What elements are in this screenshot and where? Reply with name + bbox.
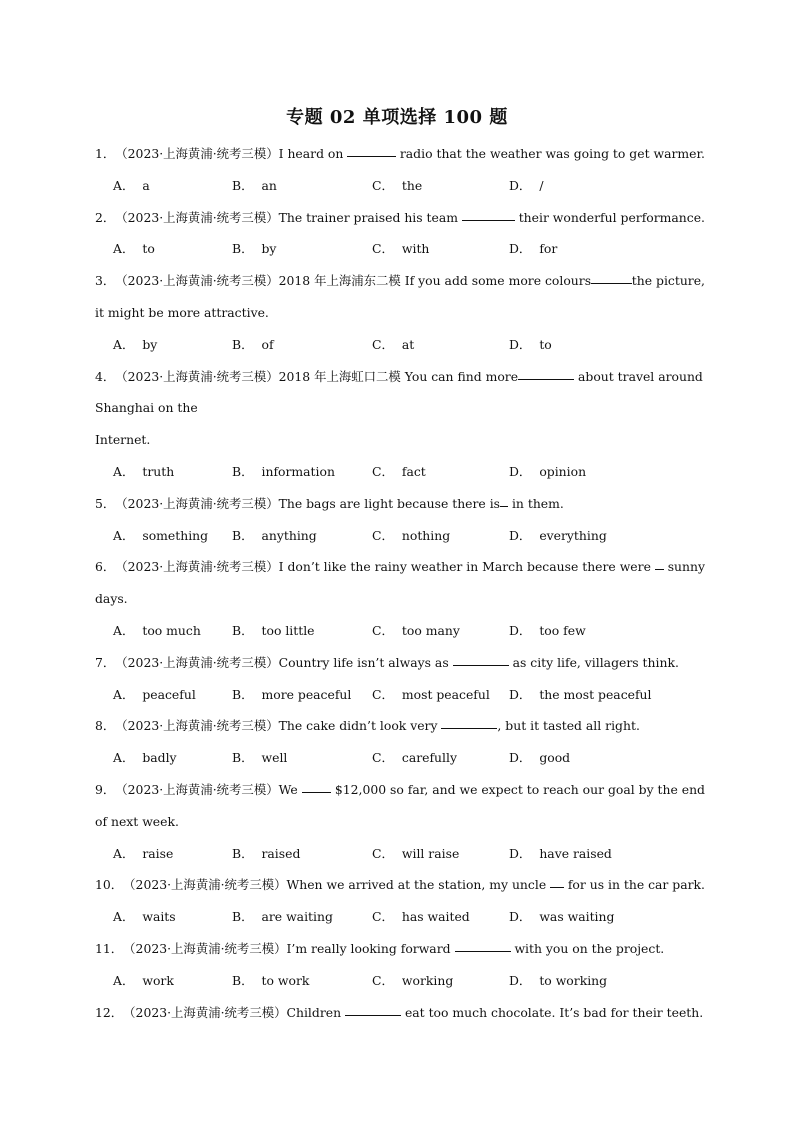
option-letter: D． (509, 845, 532, 861)
option-letter: B． (232, 177, 254, 193)
answer-option[interactable] (232, 621, 315, 641)
options-row (95, 844, 705, 876)
question-number: 9 (95, 781, 103, 797)
option-text: too many (401, 622, 460, 638)
option-letter: D． (509, 909, 532, 925)
question-number: 4 (95, 368, 103, 384)
options-row (95, 748, 705, 780)
option-letter: A． (113, 750, 135, 766)
options-row (95, 907, 705, 939)
question-stem (95, 875, 705, 907)
answer-option[interactable] (372, 462, 426, 482)
option-text: something (142, 527, 209, 543)
answer-blank (455, 939, 511, 952)
answer-option[interactable] (372, 335, 414, 355)
answer-option[interactable] (232, 239, 276, 259)
question-number: 6 (95, 559, 103, 575)
answer-option[interactable] (509, 176, 544, 196)
option-letter: C． (372, 686, 394, 702)
question-text-after-blank: in them. (508, 495, 564, 511)
option-text: nothing (401, 527, 451, 543)
option-letter: A． (113, 845, 135, 861)
answer-option[interactable] (113, 462, 174, 482)
option-letter: A． (113, 909, 135, 925)
option-letter: D． (509, 750, 532, 766)
question-text-after-blank: their wonderful performance. (514, 209, 705, 225)
option-letter: B． (232, 845, 254, 861)
option-text: has waited (401, 909, 470, 925)
question-text-after-blank: for us in the car park. (563, 877, 705, 893)
option-text: by (261, 241, 277, 257)
option-letter: D． (509, 622, 532, 638)
options-row (95, 335, 705, 367)
option-letter: D． (509, 336, 532, 352)
option-text: more peaceful (261, 686, 352, 702)
option-text: opinion (539, 463, 587, 479)
question-list (95, 144, 705, 1034)
question-stem (95, 494, 705, 526)
option-text: / (539, 177, 544, 193)
option-text: information (261, 463, 335, 479)
option-letter: D． (509, 686, 532, 702)
question-source: （2023·上海黄浦·统考三模） (115, 781, 279, 797)
answer-blank (500, 494, 508, 507)
option-letter: D． (509, 463, 532, 479)
answer-option[interactable] (509, 239, 557, 259)
answer-blank (441, 716, 497, 729)
option-text: to work (261, 972, 310, 988)
question-number: 10 (95, 877, 111, 893)
option-letter: B． (232, 622, 254, 638)
options-row (95, 971, 705, 1003)
option-letter: D． (509, 972, 532, 988)
answer-option[interactable] (372, 971, 453, 991)
option-text: to (142, 241, 155, 257)
question-stem (95, 653, 705, 685)
answer-option[interactable] (372, 844, 459, 864)
answer-option[interactable] (509, 907, 614, 927)
question-text-after-blank: $12,000 so far, and we expect to reach our goal by the end (330, 781, 705, 797)
answer-blank (453, 653, 509, 666)
option-letter: A． (113, 622, 135, 638)
option-text: too few (539, 622, 586, 638)
question-continuation: it might be more attractive. (95, 304, 269, 320)
option-text: good (539, 750, 571, 766)
option-letter: B． (232, 527, 254, 543)
answer-option[interactable] (372, 526, 450, 546)
option-text: carefully (401, 750, 457, 766)
number-separator: ． (102, 209, 116, 225)
option-text: of (261, 336, 274, 352)
option-text: badly (142, 750, 177, 766)
option-letter: A． (113, 972, 135, 988)
number-separator: ． (110, 940, 124, 956)
question-source: （2023·上海黄浦·统考三模） (123, 1004, 287, 1020)
question-stem (95, 144, 705, 176)
answer-option[interactable] (113, 844, 173, 864)
answer-blank (302, 780, 331, 793)
question-text-before-blank: When we arrived at the station, my uncle (286, 877, 551, 893)
question-stem (95, 780, 705, 812)
question-text-after-blank: , but it tasted all right. (497, 718, 640, 734)
answer-option[interactable] (509, 748, 570, 768)
question-stem (95, 557, 705, 589)
option-text: truth (142, 463, 175, 479)
option-text: have raised (539, 845, 612, 861)
question-text-after-blank: sunny (663, 559, 705, 575)
option-text: too little (261, 622, 315, 638)
question-stem (95, 367, 705, 399)
option-text: fact (401, 463, 426, 479)
question-text-before-blank: The trainer praised his team (278, 209, 462, 225)
answer-blank (655, 557, 664, 570)
answer-option[interactable] (232, 685, 351, 705)
option-text: everything (539, 527, 607, 543)
answer-option[interactable] (372, 621, 460, 641)
answer-option[interactable] (509, 685, 652, 705)
answer-option[interactable] (372, 685, 490, 705)
question-source: （2023·上海黄浦·统考三模） (115, 209, 279, 225)
answer-blank (591, 271, 632, 284)
option-text: by (142, 336, 158, 352)
answer-option[interactable] (509, 526, 607, 546)
option-letter: B． (232, 686, 254, 702)
option-text: to working (539, 972, 608, 988)
options-row (95, 685, 705, 717)
option-letter: A． (113, 177, 135, 193)
question-text-before-blank: We (278, 781, 302, 797)
question-stem (95, 1003, 705, 1035)
question-text-before-blank: Country life isn’t always as (278, 654, 453, 670)
option-letter: C． (372, 972, 394, 988)
number-separator: ． (102, 559, 116, 575)
answer-blank (550, 875, 564, 888)
option-letter: D． (509, 527, 532, 543)
option-letter: B． (232, 463, 254, 479)
question-number: 5 (95, 495, 103, 511)
option-letter: A． (113, 686, 135, 702)
answer-option[interactable] (113, 335, 157, 355)
answer-option[interactable] (113, 748, 177, 768)
question-number: 1 (95, 146, 103, 161)
question-source: （2023·上海黄浦·统考三模） (115, 559, 279, 575)
question-source: （2023·上海黄浦·统考三模） (123, 940, 287, 956)
answer-option[interactable] (372, 907, 470, 927)
number-separator: ． (110, 877, 124, 893)
option-letter: C． (372, 463, 394, 479)
question-stem (95, 208, 705, 240)
question-stem (95, 716, 705, 748)
question-text-before-blank: The bags are light because there is (278, 495, 501, 511)
question-source: （2023·上海黄浦·统考三模） (123, 877, 287, 893)
option-letter: C． (372, 177, 394, 193)
question-source: （2023·上海黄浦·统考三模） (115, 718, 279, 734)
number-separator: ． (102, 495, 116, 511)
number-separator: ． (102, 718, 116, 734)
option-text: work (142, 972, 174, 988)
options-row (95, 621, 705, 653)
question-text-before-blank: Children (286, 1004, 345, 1020)
answer-option[interactable] (232, 335, 274, 355)
option-letter: A． (113, 241, 135, 257)
question-text-before-blank: I don’t like the rainy weather in March because there were (278, 559, 655, 575)
option-text: working (401, 972, 454, 988)
answer-option[interactable] (372, 748, 457, 768)
option-letter: A． (113, 527, 135, 543)
answer-blank (518, 367, 574, 380)
answer-option[interactable] (509, 971, 607, 991)
question-text-after-blank: the picture, (631, 273, 705, 289)
answer-option[interactable] (372, 176, 422, 196)
option-text: well (261, 750, 288, 766)
question-continuation: Internet. (95, 432, 151, 448)
question-number: 12 (95, 1004, 111, 1020)
number-separator: ． (102, 781, 116, 797)
answer-blank (347, 144, 396, 157)
option-text: at (401, 336, 415, 352)
option-letter: C． (372, 622, 394, 638)
question-text-before-blank: 2018 年上海虹口二模 You can find more (278, 368, 519, 384)
option-text: waits (142, 909, 176, 925)
question-text-after-blank: eat too much chocolate. It’s bad for their teeth. (401, 1004, 704, 1020)
question-continuation: days. (95, 591, 128, 607)
question-stem (95, 271, 705, 303)
options-row (95, 176, 705, 208)
option-letter: C． (372, 845, 394, 861)
option-text: to (539, 336, 552, 352)
option-letter: C． (372, 527, 394, 543)
answer-option[interactable] (113, 239, 155, 259)
answer-option[interactable] (232, 176, 277, 196)
option-letter: C． (372, 241, 394, 257)
answer-blank (345, 1003, 401, 1016)
option-text: most peaceful (401, 686, 490, 702)
question-text-after-blank: about travel around (574, 368, 703, 384)
number-separator: ． (102, 146, 116, 161)
question-text-after-blank: radio that the weather was going to get warmer. (395, 146, 705, 161)
option-text: an (261, 177, 277, 193)
option-letter: B． (232, 750, 254, 766)
answer-option[interactable] (232, 462, 335, 482)
number-separator: ． (102, 368, 116, 384)
answer-option[interactable] (372, 239, 429, 259)
question-source: （2023·上海黄浦·统考三模） (115, 654, 279, 670)
options-row (95, 462, 705, 494)
answer-option[interactable] (509, 844, 612, 864)
option-letter: D． (509, 177, 532, 193)
option-text: the (401, 177, 423, 193)
question-source: （2023·上海黄浦·统考三模） (115, 273, 279, 289)
question-source: （2023·上海黄浦·统考三模） (115, 495, 279, 511)
option-text: anything (261, 527, 317, 543)
question-source: （2023·上海黄浦·统考三模） (115, 146, 279, 161)
answer-option[interactable] (509, 335, 552, 355)
option-text: was waiting (539, 909, 615, 925)
question-number: 7 (95, 654, 103, 670)
answer-option[interactable] (232, 748, 287, 768)
option-letter: B． (232, 336, 254, 352)
answer-option[interactable] (113, 176, 150, 196)
question-number: 2 (95, 209, 103, 225)
answer-option[interactable] (509, 621, 586, 641)
option-letter: C． (372, 909, 394, 925)
question-continuation: of next week. (95, 813, 179, 829)
option-letter: B． (232, 241, 254, 257)
answer-option[interactable] (232, 526, 317, 546)
option-text: peaceful (142, 686, 196, 702)
answer-option[interactable] (113, 907, 176, 927)
option-text: will raise (401, 845, 460, 861)
question-text-before-blank: I’m really looking forward (286, 940, 455, 956)
option-letter: C． (372, 336, 394, 352)
answer-option[interactable] (509, 462, 586, 482)
question-number: 11 (95, 940, 111, 956)
answer-option[interactable] (113, 685, 196, 705)
option-text: with (401, 241, 430, 257)
option-letter: D． (509, 241, 532, 257)
option-letter: A． (113, 463, 135, 479)
options-row (95, 239, 705, 271)
option-letter: A． (113, 336, 135, 352)
question-continuation: Shanghai on the (95, 400, 198, 416)
answer-option[interactable] (113, 526, 208, 546)
question-text-before-blank: 2018 年上海浦东二模 If you add some more colours (278, 273, 592, 289)
answer-option[interactable] (113, 621, 201, 641)
answer-blank (462, 208, 515, 221)
answer-option[interactable] (232, 971, 309, 991)
option-text: the most peaceful (539, 686, 652, 702)
number-separator: ． (110, 1004, 124, 1020)
option-text: a (142, 177, 150, 193)
option-text: too much (142, 622, 201, 638)
answer-option[interactable] (232, 907, 333, 927)
question-text-before-blank: I heard on (278, 146, 348, 161)
answer-option[interactable] (113, 971, 174, 991)
option-text: raised (261, 845, 301, 861)
option-letter: B． (232, 909, 254, 925)
question-source: （2023·上海黄浦·统考三模） (115, 368, 279, 384)
option-letter: B． (232, 972, 254, 988)
option-text: raise (142, 845, 174, 861)
question-number: 3 (95, 273, 103, 289)
answer-option[interactable] (232, 844, 300, 864)
number-separator: ． (102, 273, 116, 289)
question-text-after-blank: with you on the project. (510, 940, 665, 956)
question-number: 8 (95, 718, 103, 734)
option-letter: C． (372, 750, 394, 766)
page-title: 专题 02 单项选择 100 题 (286, 107, 508, 128)
option-text: are waiting (261, 909, 333, 925)
number-separator: ． (102, 654, 116, 670)
option-text: for (539, 241, 558, 257)
options-row (95, 526, 705, 558)
question-text-after-blank: as city life, villagers think. (508, 654, 679, 670)
question-stem (95, 939, 705, 971)
question-text-before-blank: The cake didn’t look very (278, 718, 442, 734)
